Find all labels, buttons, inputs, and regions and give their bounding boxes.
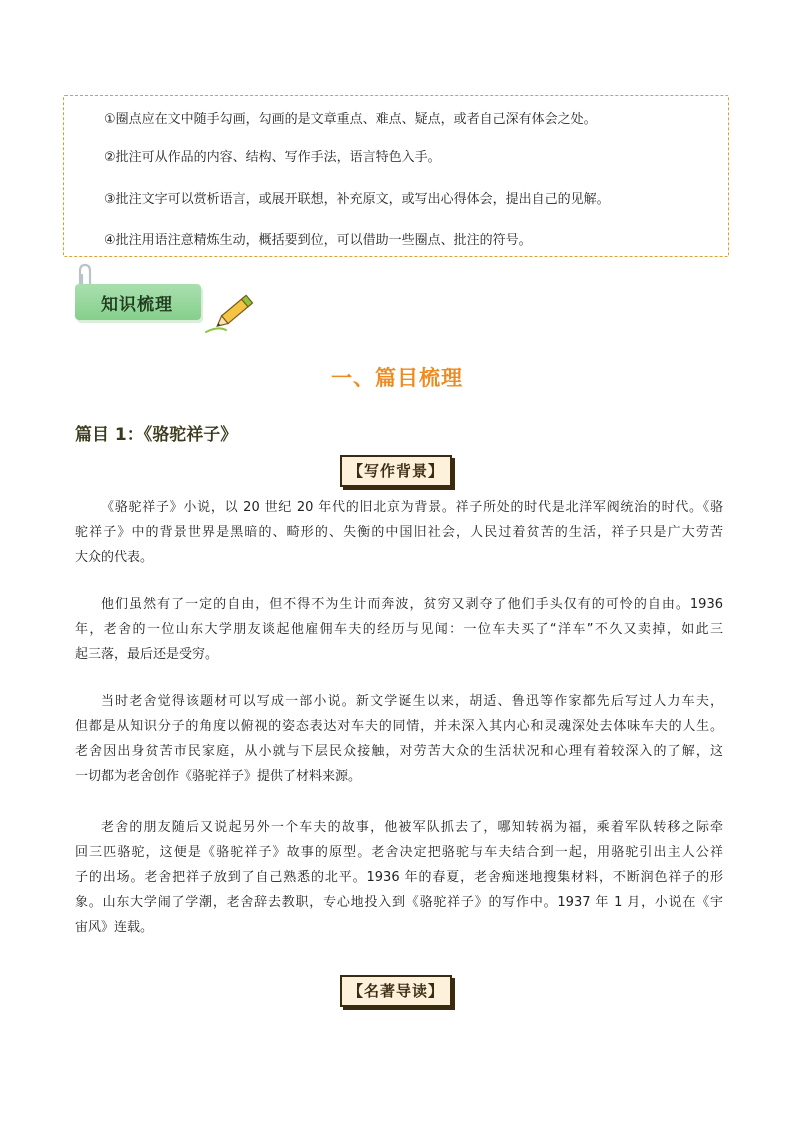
tips-box [63,95,729,257]
paragraph-line: 大众的代表。 [75,550,154,565]
tip-item-4: ④批注用语注意精炼生动，概括要到位，可以借助一些圈点、批注的符号。 [104,233,532,248]
paragraph-3 [75,689,723,789]
chapter-title: 篇目 1：《骆驼祥子》 [75,425,238,445]
tip-item-3: ③批注文字可以赏析语言，或展开联想，补充原文，或写出心得体会，提出自己的见解。 [104,192,610,207]
paragraph-line: 一切都为老舍创作《骆驼祥子》提供了材料来源。 [75,769,362,784]
pencil-icon [204,286,264,338]
section-badge [75,284,201,320]
paragraph-line: 《骆驼祥子》小说，以 20 世纪 20 年代的旧北京为背景。祥子所处的时代是北洋军阀统治的时代。《骆 [101,500,723,515]
writing-background-label: 【写作背景】 [340,455,452,487]
section-title: 一、篇目梳理 [331,366,463,390]
badge-label: 知识梳理 [101,295,173,315]
paragraph-line: 年，老舍的一位山东大学朋友谈起他雇佣车夫的经历与见闻：一位车夫买了“洋车”不久又卖掉，如此三 [75,622,723,637]
paragraph-line: 老舍因出身贫苦市民家庭，从小就与下层民众接触，对劳苦大众的生活状况和心理有着较深入的了解，这 [75,744,723,759]
paragraph-line: 起三落，最后还是受穷。 [75,647,219,662]
paragraph-line: 老舍的朋友随后又说起另外一个车夫的故事，他被军队抓去了，哪知转祸为福，乘着军队转移之际牵 [101,820,723,835]
tip-item-2: ②批注可从作品的内容、结构、写作手法，语言特色入手。 [104,150,441,165]
paragraph-4 [75,815,723,940]
paragraph-line: 宙风》连载。 [75,920,154,935]
book-guide-label: 【名著导读】 [340,975,452,1007]
paragraph-line: 他们虽然有了一定的自由，但不得不为生计而奔波，贫穷又剥夺了他们手头仅有的可怜的自由。1936 [101,597,723,612]
tip-item-1: ①圈点应在文中随手勾画，勾画的是文章重点、难点、疑点，或者自己深有体会之处。 [104,112,597,127]
paragraph-line: 驼祥子》中的背景世界是黑暗的、畸形的、失衡的中国旧社会，人民过着贫苦的生活，祥子只是广大劳苦 [75,525,723,540]
paragraph-line: 当时老舍觉得该题材可以写成一部小说。新文学诞生以来，胡适、鲁迅等作家都先后写过人力车夫， [101,694,723,709]
paragraph-line: 子的出场。老舍把祥子放到了自己熟悉的北平。1936 年的春夏，老舍痴迷地搜集材料，不断润色祥子的形 [75,870,723,885]
paragraph-1 [75,495,723,570]
paragraph-line: 回三匹骆驼，这便是《骆驼祥子》故事的原型。老舍决定把骆驼与车夫结合到一起，用骆驼引出主人公祥 [75,845,723,860]
paragraph-line: 象。山东大学闹了学潮，老舍辞去教职，专心地投入到《骆驼祥子》的写作中。1937 年 1 月，小说在《宇 [75,895,723,910]
paragraph-line: 但都是从知识分子的角度以俯视的姿态表达对车夫的同情，并未深入其内心和灵魂深处去体味车夫的人生。 [75,719,723,734]
paragraph-2 [75,592,723,667]
